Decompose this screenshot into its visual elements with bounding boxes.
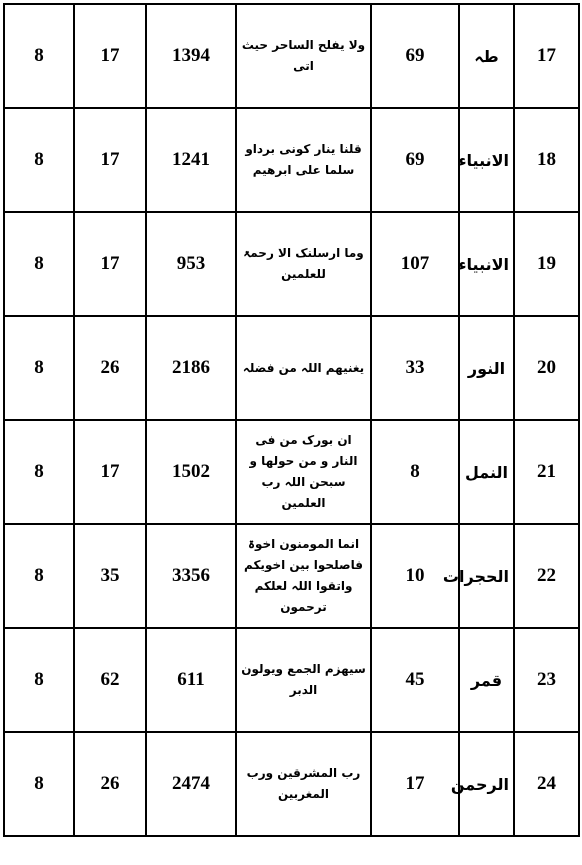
cell-surah-name: قمر (459, 628, 514, 732)
cell-value-2: 17 (74, 420, 146, 524)
cell-serial-number: 21 (514, 420, 579, 524)
cell-value-3: 953 (146, 212, 236, 316)
cell-value-3: 1394 (146, 4, 236, 108)
cell-surah-name: الحجرات (459, 524, 514, 628)
cell-verse-text: ان بورک من فی النار و من حولھا و سبحن اللہ رب العلمین (236, 420, 371, 524)
cell-verse-text: وما ارسلنک الا رحمۃ للعلمین (236, 212, 371, 316)
table-row (4, 628, 579, 732)
cell-value-2: 26 (74, 316, 146, 420)
cell-value-1: 8 (4, 212, 74, 316)
cell-ayah-number: 69 (371, 4, 459, 108)
cell-value-3: 3356 (146, 524, 236, 628)
cell-ayah-number: 45 (371, 628, 459, 732)
cell-value-1: 8 (4, 108, 74, 212)
cell-serial-number: 18 (514, 108, 579, 212)
cell-value-1: 8 (4, 524, 74, 628)
cell-serial-number: 20 (514, 316, 579, 420)
cell-surah-name: النمل (459, 420, 514, 524)
table-row (4, 524, 579, 628)
cell-value-2: 17 (74, 108, 146, 212)
cell-verse-text: یغنیھم اللہ من فضلہ (236, 316, 371, 420)
cell-ayah-number: 33 (371, 316, 459, 420)
table-row (4, 4, 579, 108)
cell-verse-text: قلنا ینار کونی برداو سلما علی ابرھیم (236, 108, 371, 212)
cell-ayah-number: 107 (371, 212, 459, 316)
cell-surah-name: الانبیاء (459, 108, 514, 212)
table-body (4, 4, 579, 836)
cell-surah-name: النور (459, 316, 514, 420)
cell-value-2: 35 (74, 524, 146, 628)
cell-value-2: 62 (74, 628, 146, 732)
cell-value-1: 8 (4, 732, 74, 836)
cell-verse-text: رب المشرقین ورب المغربین (236, 732, 371, 836)
data-table (3, 3, 580, 837)
cell-serial-number: 17 (514, 4, 579, 108)
cell-value-1: 8 (4, 4, 74, 108)
cell-value-2: 17 (74, 212, 146, 316)
cell-serial-number: 19 (514, 212, 579, 316)
cell-surah-name: الرحمن (459, 732, 514, 836)
cell-value-3: 1502 (146, 420, 236, 524)
cell-verse-text: انما المومنون اخوۃ فاصلحوا بین اخویکم واتقوا اللہ لعلکم ترحمون (236, 524, 371, 628)
cell-value-3: 611 (146, 628, 236, 732)
cell-serial-number: 23 (514, 628, 579, 732)
cell-ayah-number: 17 (371, 732, 459, 836)
table-row (4, 420, 579, 524)
cell-value-1: 8 (4, 316, 74, 420)
cell-serial-number: 24 (514, 732, 579, 836)
cell-value-2: 26 (74, 732, 146, 836)
cell-ayah-number: 8 (371, 420, 459, 524)
table-row (4, 316, 579, 420)
cell-verse-text: ولا یفلح الساحر حیث اتی (236, 4, 371, 108)
cell-value-2: 17 (74, 4, 146, 108)
cell-value-3: 1241 (146, 108, 236, 212)
cell-ayah-number: 69 (371, 108, 459, 212)
cell-value-1: 8 (4, 628, 74, 732)
cell-serial-number: 22 (514, 524, 579, 628)
cell-verse-text: سیھزم الجمع ویولون الدبر (236, 628, 371, 732)
cell-surah-name: طہ (459, 4, 514, 108)
cell-ayah-number: 10 (371, 524, 459, 628)
cell-value-3: 2474 (146, 732, 236, 836)
cell-surah-name: الانبیاء (459, 212, 514, 316)
table-row (4, 732, 579, 836)
cell-value-3: 2186 (146, 316, 236, 420)
table-row (4, 212, 579, 316)
table-row (4, 108, 579, 212)
cell-value-1: 8 (4, 420, 74, 524)
